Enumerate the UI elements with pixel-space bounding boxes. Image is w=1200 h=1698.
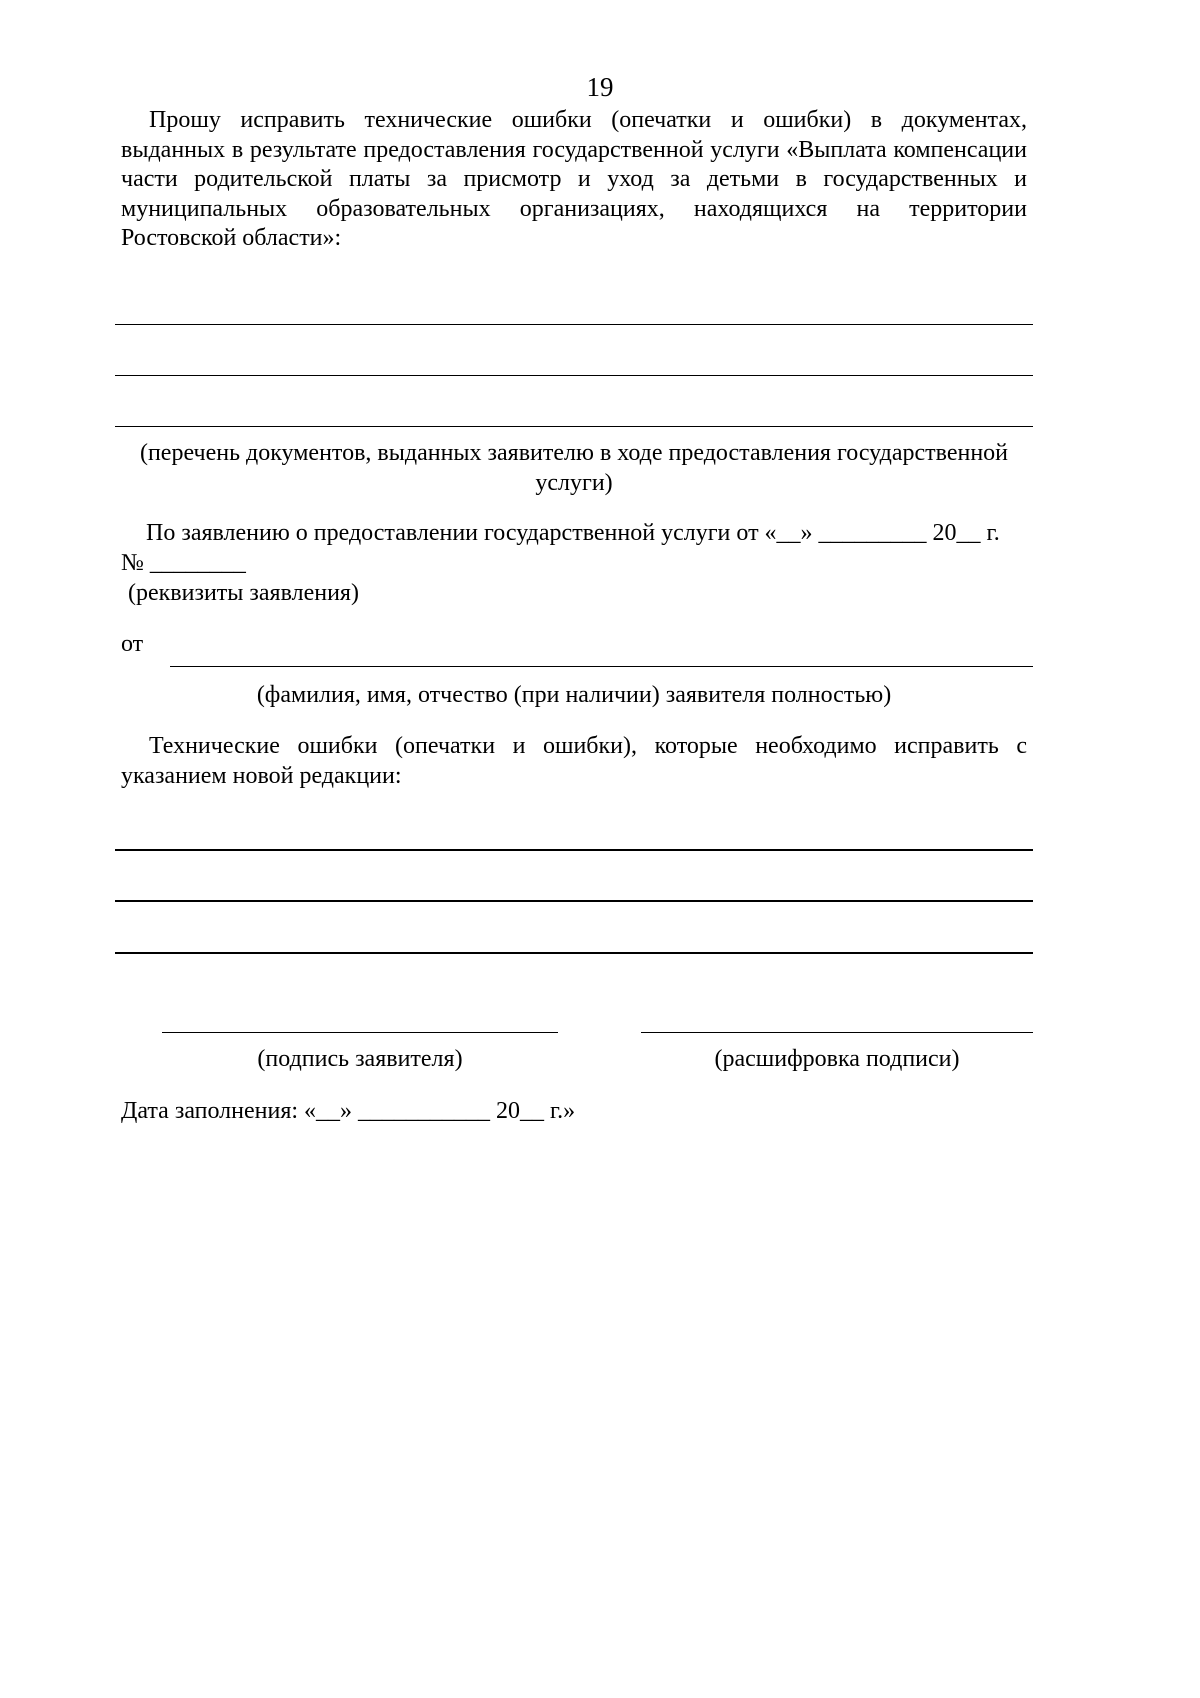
signature-decoding-line[interactable] [641, 1032, 1033, 1033]
errors-blank-line-3[interactable] [115, 952, 1033, 954]
request-paragraph: Прошу исправить технические ошибки (опечатки и ошибки) в документах, выданных в результате предоставления государственной услуги «Выплата компенсации части родительской платы за присмотр и уход за детьми в государственных и муниципальных образовательных организациях, находящихся на территории Ростовской области»: [121, 107, 1027, 252]
application-details-caption: (реквизиты заявления) [128, 580, 359, 606]
errors-blank-line-2[interactable] [115, 900, 1033, 902]
documents-blank-line-1[interactable] [115, 324, 1033, 325]
signature-line[interactable] [162, 1032, 558, 1033]
errors-blank-line-1[interactable] [115, 849, 1033, 851]
documents-list-caption: (перечень документов, выданных заявителю в ходе предоставления государственной услуги) [139, 440, 1009, 496]
documents-blank-line-2[interactable] [115, 375, 1033, 376]
application-number-line: № ________ [121, 550, 246, 576]
applicant-prefix: от [121, 631, 144, 657]
page-number: 19 [586, 72, 614, 102]
signature-decoding-caption: (расшифровка подписи) [714, 1046, 960, 1072]
applicant-caption: (фамилия, имя, отчество (при наличии) заявителя полностью) [256, 682, 892, 708]
signature-caption: (подпись заявителя) [257, 1046, 463, 1072]
documents-blank-line-3[interactable] [115, 426, 1033, 427]
fill-date-line: Дата заполнения: «__» ___________ 20__ г.» [121, 1098, 576, 1124]
applicant-name-line[interactable] [170, 666, 1033, 667]
application-line: По заявлению о предоставлении государственной услуги от «__» _________ 20__ г. [146, 520, 1000, 546]
errors-paragraph: Технические ошибки (опечатки и ошибки), которые необходимо исправить с указанием новой редакции: [121, 733, 1027, 789]
